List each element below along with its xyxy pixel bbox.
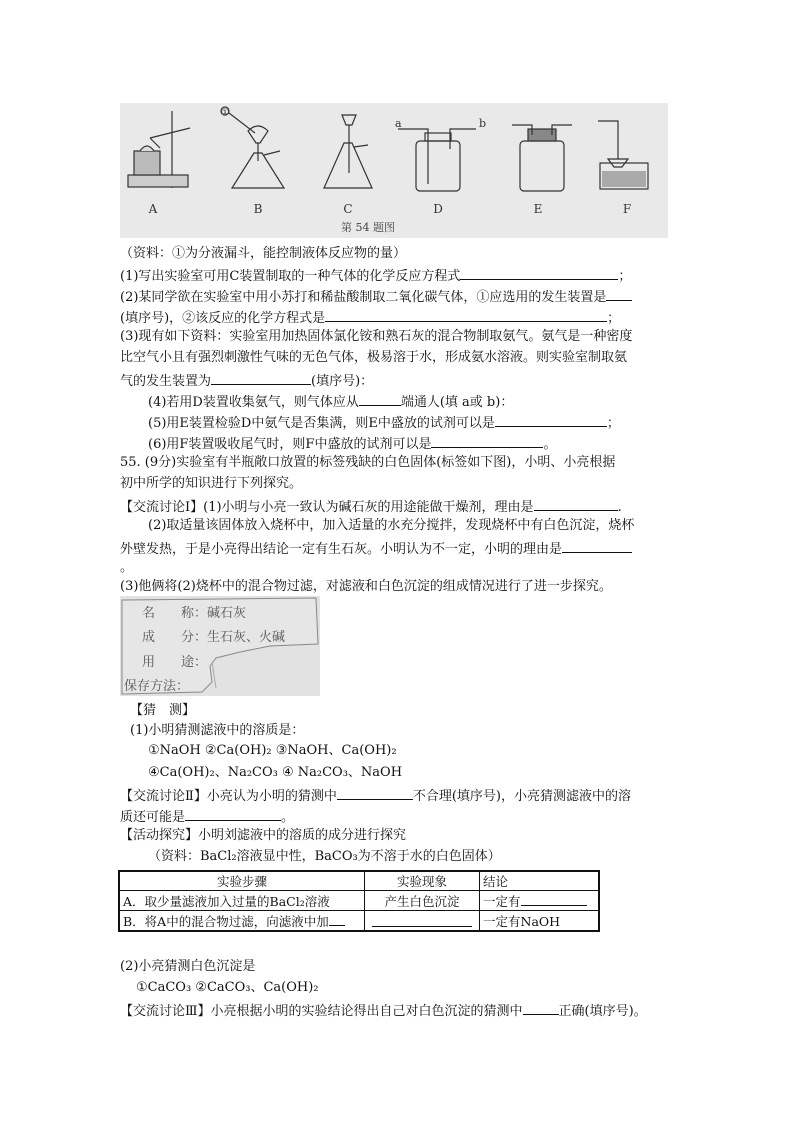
figure-caption: 第 54 题图 xyxy=(341,221,395,234)
guess-options-2: ④Ca(OH)₂、Na₂CO₃ ④ Na₂CO₃、NaOH xyxy=(148,765,403,780)
punct: . xyxy=(617,500,622,515)
discussion-5 xyxy=(120,1000,647,1021)
discussion-2b-text: 外壁发热，于是小亮得出结论一定有生石灰。小明认为不一定，小明的理由是 xyxy=(120,542,563,557)
guess-1: (1)小明猜测滤液中的溶质是： xyxy=(130,723,305,738)
figure-label-B: B xyxy=(253,202,263,216)
table-header-cell: 结论 xyxy=(480,871,600,891)
answer-blank xyxy=(372,912,472,927)
apparatus-drawing xyxy=(120,103,668,238)
punct: ； xyxy=(606,416,620,431)
figure-label-F: F xyxy=(622,202,632,216)
question-6-text: (6)用F装置吸收尾气时，则F中盛放的试剂可以是 xyxy=(148,437,432,452)
guess-options-1: ①NaOH ②Ca(OH)₂ ③NaOH、Ca(OH)₂ xyxy=(148,743,397,758)
question-4 xyxy=(148,391,513,412)
answer-blank xyxy=(337,785,413,800)
figure-label-C: C xyxy=(343,202,353,216)
question-2b xyxy=(120,307,620,328)
answer-blank xyxy=(211,370,311,385)
question-1-text: (1)写出实验室可用C装置制取的一种气体的化学反应方程式 xyxy=(120,269,461,284)
label-usage-row: 用 途： xyxy=(142,655,208,670)
question-3c xyxy=(120,370,373,391)
figure-label-A: A xyxy=(148,202,158,216)
discussion-4b xyxy=(120,806,294,827)
question-3c-text: 气的发生装置为 xyxy=(120,374,212,389)
answer-blank xyxy=(185,806,281,821)
answer-blank xyxy=(534,496,618,511)
table-cell xyxy=(480,891,600,911)
discussion-4b-text: 质还可能是 xyxy=(120,810,186,825)
answer-blank xyxy=(329,911,345,926)
guess-title: 【猜 测】 xyxy=(130,703,196,718)
table-header-cell: 实验现象 xyxy=(365,871,480,891)
answer-blank xyxy=(521,891,587,906)
question-6 xyxy=(148,433,556,454)
question-2a-text: (2)某同学欲在实验室中用小苏打和稀盐酸制取二氧化碳气体，①应选用的发生装置是 xyxy=(120,290,607,305)
answer-blank xyxy=(460,265,618,280)
answer-blank xyxy=(359,391,401,406)
label-storage-row: 保存方法： xyxy=(124,679,190,694)
problem-55-line1: 55. (9分)实验室有半瓶敞口放置的标签残缺的白色固体(标签如下图)，小明、小亮根据 xyxy=(120,455,616,470)
table-cell: A．取少量滤液加入过量的BaCl₂溶液 xyxy=(119,891,365,911)
question-3c-suffix: (填序号)： xyxy=(311,374,374,389)
note-line: （资料：①为分液漏斗，能控制液体反应物的量） xyxy=(120,246,407,261)
table-header-row xyxy=(119,871,599,891)
question-4-suffix: 端通人(填 a或 b)： xyxy=(400,395,514,410)
label-composition-row: 成 分：生石灰、火碱 xyxy=(142,630,286,645)
answer-blank xyxy=(325,307,607,322)
discussion-5-text: 【交流讨论Ⅲ】小亮根据小明的实验结论得出自己对白色沉淀的猜测中 xyxy=(120,1004,523,1019)
table-header-cell: 实验步骤 xyxy=(119,871,365,891)
discussion-4a-suffix: 不合理(填序号)，小亮猜测滤液中的溶 xyxy=(412,789,631,804)
question-5 xyxy=(148,412,620,433)
table-cell-text: B．将A中的混合物过滤，向滤液中加 xyxy=(123,914,329,929)
answer-blank xyxy=(431,433,543,448)
torn-label-image xyxy=(120,596,320,696)
answer-blank xyxy=(606,286,632,301)
table-row xyxy=(119,911,599,932)
question-1 xyxy=(120,265,631,286)
activity-title: 【活动探究】小明刘滤液中的溶质的成分进行探究 xyxy=(120,828,407,843)
discussion-2b xyxy=(120,538,632,559)
discussion-2c: 。 xyxy=(120,560,134,575)
punct: ； xyxy=(618,269,632,284)
apparatus-figure xyxy=(120,103,668,238)
punct: ； xyxy=(607,311,621,326)
question-5-text: (5)用E装置检验D中氨气是否集满，则E中盛放的试剂可以是 xyxy=(148,416,495,431)
table-row xyxy=(119,891,599,911)
guess-2-options: ①CaCO₃ ②CaCO₃、Ca(OH)₂ xyxy=(136,980,319,995)
discussion-2a: (2)取适量该固体放入烧杯中，加入适量的水充分搅拌，发现烧杯中有白色沉淀，烧杯 xyxy=(148,518,635,533)
table-cell: 一定有NaOH xyxy=(480,911,600,932)
table-cell: 产生白色沉淀 xyxy=(365,891,480,911)
answer-blank xyxy=(495,412,607,427)
question-3a: (3)现有如下资料：实验室用加热固体氯化铵和熟石灰的混合物制取氨气。氨气是一种密度 xyxy=(120,329,633,344)
port-a-label: a xyxy=(395,117,402,130)
experiment-table xyxy=(118,870,600,932)
punct: 。 xyxy=(543,437,557,452)
label-name-row: 名 称：碱石灰 xyxy=(142,606,247,621)
question-2a xyxy=(120,286,632,307)
port-b-label: b xyxy=(479,117,487,130)
discussion-1-text: 【交流讨论Ⅰ】(1)小明与小亮一致认为碱石灰的用途能做干燥剂，理由是 xyxy=(120,500,534,515)
problem-55-line2: 初中所学的知识进行下列探究。 xyxy=(120,476,303,491)
answer-blank xyxy=(562,538,632,553)
answer-blank xyxy=(523,1000,559,1015)
punct: 。 xyxy=(281,810,295,825)
discussion-1 xyxy=(120,496,622,517)
figure-label-D: D xyxy=(433,202,443,216)
question-4-text: (4)若用D装置收集氨气，则气体应从 xyxy=(148,395,359,410)
table-cell xyxy=(365,911,480,932)
figure-marker: ① xyxy=(220,108,230,118)
discussion-4a xyxy=(120,785,631,806)
question-2b-text: (填序号)，②该反应的化学方程式是 xyxy=(120,311,326,326)
activity-note: （资料：BaCl₂溶液显中性，BaCO₃为不溶于水的白色固体） xyxy=(148,849,501,864)
discussion-3: (3)他俩将(2)烧杯中的混合物过滤，对滤液和白色沉淀的组成情况进行了进一步探究。 xyxy=(120,579,612,594)
table-cell xyxy=(119,911,365,932)
discussion-5-suffix: 正确(填序号)。 xyxy=(558,1004,647,1019)
table-cell-text: 一定有 xyxy=(483,894,521,909)
figure-label-E: E xyxy=(533,202,543,216)
question-3b: 比空气小且有强烈刺激性气味的无色气体，极易溶于水，形成氨水溶液。则实验室制取氨 xyxy=(120,350,628,365)
guess-2: (2)小亮猜测白色沉淀是 xyxy=(120,959,256,974)
discussion-4a-text: 【交流讨论Ⅱ】小亮认为小明的猜测中 xyxy=(120,789,337,804)
